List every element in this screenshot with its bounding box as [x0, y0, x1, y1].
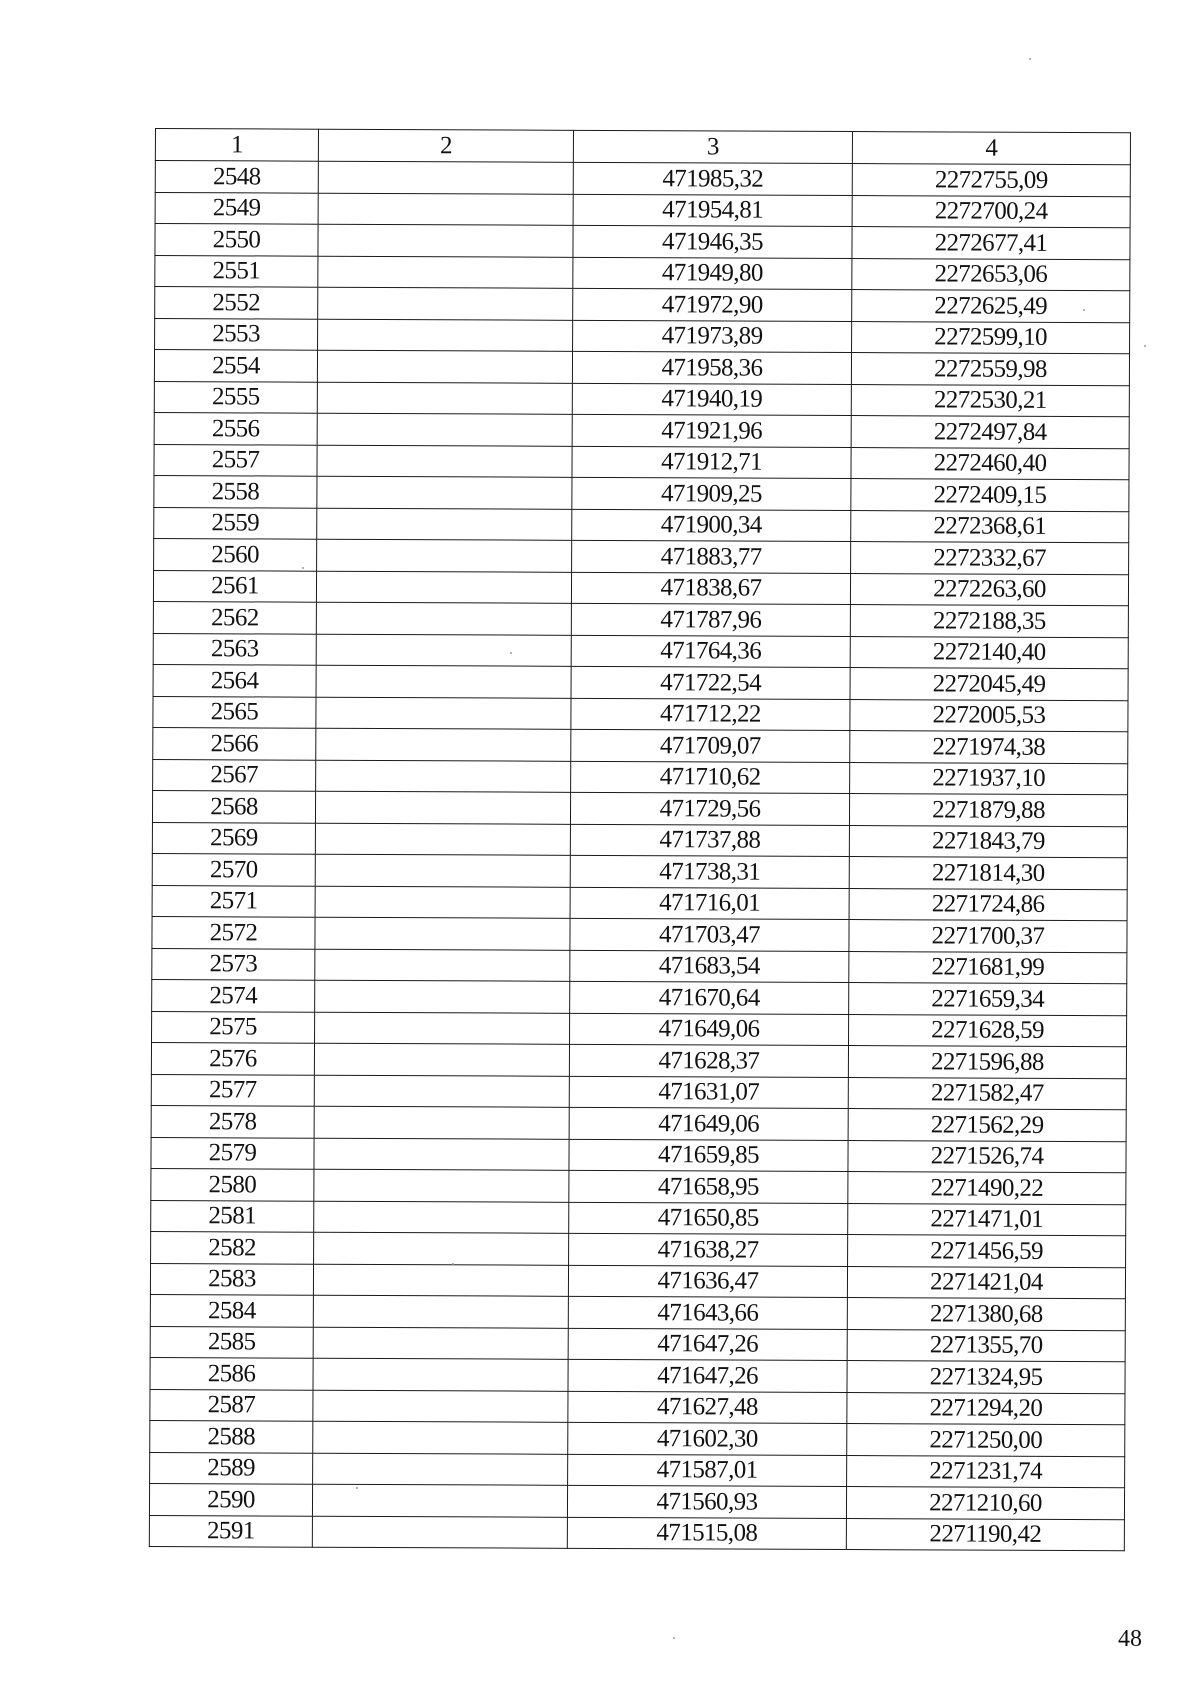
point-number-cell: 2590	[149, 1483, 312, 1515]
column-2-cell	[315, 980, 570, 1013]
column-2-cell	[317, 382, 572, 415]
point-number-cell: 2573	[152, 948, 315, 980]
point-number-cell: 2561	[153, 570, 316, 602]
coordinate-x-cell: 471729,56	[570, 792, 849, 825]
coordinate-x-cell: 471946,35	[573, 225, 852, 258]
coordinate-y-cell: 2271628,59	[849, 1014, 1127, 1047]
column-2-cell	[313, 1453, 568, 1486]
table-row	[151, 1200, 1126, 1236]
table-row	[153, 696, 1128, 732]
coordinate-y-cell: 2271724,86	[849, 888, 1127, 921]
coordinate-x-cell: 471985,32	[573, 162, 852, 195]
coordinate-x-cell: 471940,19	[572, 383, 851, 416]
table-row	[155, 287, 1130, 323]
column-2-cell	[315, 854, 570, 887]
table-row	[149, 1515, 1124, 1551]
column-2-cell	[316, 665, 571, 698]
column-2-cell	[315, 823, 570, 856]
table-row	[152, 1011, 1127, 1047]
coordinate-x-cell: 471649,06	[569, 1107, 848, 1140]
scan-speck	[673, 1637, 675, 1639]
coordinate-x-cell: 471515,08	[567, 1517, 846, 1550]
coordinate-y-cell: 2272700,24	[852, 195, 1130, 228]
column-2-cell	[318, 256, 573, 289]
coordinate-y-cell: 2271324,95	[847, 1361, 1125, 1394]
table-row	[154, 412, 1129, 448]
table-row	[152, 790, 1127, 826]
coordinate-x-cell: 471958,36	[572, 351, 851, 384]
table-row	[154, 444, 1129, 480]
table-row	[152, 948, 1127, 984]
coordinate-y-cell: 2271582,47	[848, 1077, 1126, 1110]
coordinate-y-cell: 2272005,53	[850, 699, 1128, 732]
column-2-cell	[314, 1169, 569, 1202]
column-2-cell	[317, 350, 572, 383]
table-row	[155, 318, 1130, 354]
coordinate-x-cell: 471587,01	[568, 1454, 847, 1487]
coordinate-x-cell: 471643,66	[568, 1296, 847, 1329]
column-2-cell	[316, 602, 571, 635]
coordinate-x-cell: 471909,25	[572, 477, 851, 510]
table-row	[150, 1389, 1125, 1425]
column-2-cell	[314, 1232, 569, 1265]
column-2-cell	[318, 224, 573, 257]
column-2-cell	[316, 571, 571, 604]
coordinate-y-cell: 2271456,59	[848, 1235, 1126, 1268]
column-header-3: 3	[573, 130, 852, 163]
coordinate-y-cell: 2271659,34	[849, 983, 1127, 1016]
column-2-cell	[318, 319, 573, 352]
point-number-cell: 2562	[153, 601, 316, 633]
column-2-cell	[314, 1106, 569, 1139]
table-row	[153, 727, 1128, 763]
point-number-cell: 2555	[154, 381, 317, 413]
point-number-cell: 2577	[151, 1074, 314, 1106]
point-number-cell: 2576	[151, 1042, 314, 1074]
coordinate-y-cell: 2272755,09	[852, 164, 1130, 197]
coordinate-y-cell: 2271681,99	[849, 951, 1127, 984]
scan-speck	[1144, 345, 1146, 347]
table-row	[151, 1231, 1126, 1267]
point-number-cell: 2586	[150, 1357, 313, 1389]
header-row	[155, 129, 1130, 165]
table-row	[152, 979, 1127, 1015]
column-2-cell	[313, 1295, 568, 1328]
table-row	[154, 381, 1129, 417]
coordinate-y-cell: 2272263,60	[850, 573, 1128, 606]
scan-speck	[302, 567, 304, 569]
column-2-cell	[313, 1264, 568, 1297]
coordinate-x-cell: 471921,96	[572, 414, 851, 447]
column-2-cell	[317, 413, 572, 446]
column-2-cell	[313, 1327, 568, 1360]
point-number-cell: 2572	[152, 916, 315, 948]
table-body	[149, 161, 1130, 1551]
coordinate-x-cell: 471670,64	[570, 981, 849, 1014]
point-number-cell: 2549	[155, 192, 318, 224]
point-number-cell: 2552	[155, 287, 318, 319]
table-row	[150, 1294, 1125, 1330]
point-number-cell: 2583	[150, 1263, 313, 1295]
point-number-cell: 2585	[150, 1326, 313, 1358]
coordinate-y-cell: 2272045,49	[850, 668, 1128, 701]
coordinate-x-cell: 471722,54	[571, 666, 850, 699]
column-2-cell	[315, 917, 570, 950]
table-row	[150, 1357, 1125, 1393]
column-header-1: 1	[155, 129, 318, 162]
coordinate-x-cell: 471638,27	[569, 1233, 848, 1266]
scan-speck	[510, 652, 512, 654]
point-number-cell: 2574	[152, 979, 315, 1011]
column-2-cell	[317, 539, 572, 572]
coordinate-x-cell: 471716,01	[570, 887, 849, 920]
table-row	[154, 350, 1129, 386]
coordinate-y-cell: 2271700,37	[849, 920, 1127, 953]
column-2-cell	[317, 445, 572, 478]
point-number-cell: 2569	[152, 822, 315, 854]
point-number-cell: 2571	[152, 885, 315, 917]
coordinate-y-cell: 2272460,40	[851, 447, 1129, 480]
column-2-cell	[313, 1358, 568, 1391]
point-number-cell: 2566	[153, 727, 316, 759]
coordinate-y-cell: 2272677,41	[852, 227, 1130, 260]
coordinate-x-cell: 471649,06	[570, 1013, 849, 1046]
point-number-cell: 2581	[151, 1200, 314, 1232]
column-2-cell	[317, 476, 572, 509]
coordinate-x-cell: 471737,88	[570, 824, 849, 857]
coordinate-x-cell: 471636,47	[568, 1265, 847, 1298]
coordinate-x-cell: 471972,90	[573, 288, 852, 321]
coordinate-x-cell: 471683,54	[570, 950, 849, 983]
column-2-cell	[316, 697, 571, 730]
coordinate-x-cell: 471627,48	[568, 1391, 847, 1424]
coordinate-x-cell: 471883,77	[572, 540, 851, 573]
coordinate-y-cell: 2272140,40	[850, 636, 1128, 669]
table-row	[152, 885, 1127, 921]
table-row	[155, 192, 1130, 228]
column-header-2: 2	[318, 129, 573, 162]
table-row	[154, 538, 1129, 574]
coordinate-x-cell: 471973,89	[573, 320, 852, 353]
column-2-cell	[317, 508, 572, 541]
point-number-cell: 2591	[149, 1515, 312, 1547]
coordinate-x-cell: 471838,67	[571, 572, 850, 605]
table-row	[151, 1074, 1126, 1110]
coordinate-y-cell: 2271562,29	[848, 1109, 1126, 1142]
point-number-cell: 2589	[150, 1452, 313, 1484]
scan-speck	[452, 1263, 454, 1265]
table-row	[151, 1168, 1126, 1204]
point-number-cell: 2560	[154, 538, 317, 570]
point-number-cell: 2553	[155, 318, 318, 350]
coordinate-x-cell: 471709,07	[571, 729, 850, 762]
coordinate-x-cell: 471954,81	[573, 194, 852, 227]
point-number-cell: 2567	[153, 759, 316, 791]
table-row	[150, 1452, 1125, 1488]
table-row	[150, 1263, 1125, 1299]
scan-speck	[356, 1487, 358, 1489]
coordinate-y-cell: 2271843,79	[849, 825, 1127, 858]
coordinate-y-cell: 2271490,22	[848, 1172, 1126, 1205]
coordinate-y-cell: 2272188,35	[850, 605, 1128, 638]
coordinate-x-cell: 471912,71	[572, 446, 851, 479]
coordinate-y-cell: 2271814,30	[849, 857, 1127, 890]
point-number-cell: 2558	[154, 475, 317, 507]
coordinate-x-cell: 471710,62	[571, 761, 850, 794]
point-number-cell: 2554	[154, 350, 317, 382]
coordinate-x-cell: 471712,22	[571, 698, 850, 731]
table-row	[151, 1137, 1126, 1173]
coordinate-x-cell: 471560,93	[567, 1485, 846, 1518]
point-number-cell: 2579	[151, 1137, 314, 1169]
table-row	[152, 822, 1127, 858]
column-2-cell	[313, 1390, 568, 1423]
column-2-cell	[316, 760, 571, 793]
table-row	[151, 1105, 1126, 1141]
point-number-cell: 2551	[155, 255, 318, 287]
table-row	[155, 255, 1130, 291]
column-2-cell	[314, 1075, 569, 1108]
point-number-cell: 2587	[150, 1389, 313, 1421]
coordinate-x-cell: 471647,26	[568, 1359, 847, 1392]
point-number-cell: 2563	[153, 633, 316, 665]
point-number-cell: 2578	[151, 1105, 314, 1137]
coordinate-y-cell: 2272625,49	[852, 290, 1130, 323]
point-number-cell: 2548	[155, 161, 318, 193]
column-2-cell	[315, 886, 570, 919]
coordinate-y-cell: 2271250,00	[847, 1424, 1125, 1457]
coordinate-y-cell: 2272409,15	[851, 479, 1129, 512]
column-2-cell	[315, 949, 570, 982]
coordinate-y-cell: 2271471,01	[848, 1203, 1126, 1236]
point-number-cell: 2564	[153, 664, 316, 696]
table-row	[151, 1042, 1126, 1078]
column-2-cell	[314, 1201, 569, 1234]
scan-speck	[1029, 58, 1031, 60]
coordinate-y-cell: 2271937,10	[850, 762, 1128, 795]
column-2-cell	[316, 634, 571, 667]
point-number-cell: 2580	[151, 1168, 314, 1200]
column-2-cell	[318, 161, 573, 194]
coordinate-y-cell: 2271596,88	[848, 1046, 1126, 1079]
point-number-cell: 2584	[150, 1294, 313, 1326]
coordinate-x-cell: 471631,07	[569, 1076, 848, 1109]
table-row	[152, 853, 1127, 889]
column-2-cell	[313, 1421, 568, 1454]
coordinate-x-cell: 471658,95	[569, 1170, 848, 1203]
table-row	[154, 507, 1129, 543]
coordinate-x-cell: 471628,37	[569, 1044, 848, 1077]
table-row	[149, 1483, 1124, 1519]
coordinate-y-cell: 2271974,38	[850, 731, 1128, 764]
coordinate-x-cell: 471787,96	[571, 603, 850, 636]
coordinate-x-cell: 471602,30	[568, 1422, 847, 1455]
coordinate-y-cell: 2272497,84	[851, 416, 1129, 449]
table-row	[152, 916, 1127, 952]
table-row	[153, 601, 1128, 637]
coordinate-y-cell: 2271879,88	[849, 794, 1127, 827]
coordinate-y-cell: 2271190,42	[846, 1518, 1124, 1551]
table-row	[153, 633, 1128, 669]
point-number-cell: 2559	[154, 507, 317, 539]
coordinate-y-cell: 2272332,67	[851, 542, 1129, 575]
table-row	[150, 1326, 1125, 1362]
table-row	[155, 224, 1130, 260]
coordinate-x-cell: 471647,26	[568, 1328, 847, 1361]
coordinate-y-cell: 2271380,68	[847, 1298, 1125, 1331]
table-row	[155, 161, 1130, 197]
scan-speck	[1083, 309, 1085, 311]
coordinate-y-cell: 2271231,74	[847, 1455, 1125, 1488]
coordinate-y-cell: 2272530,21	[851, 384, 1129, 417]
column-2-cell	[314, 1043, 569, 1076]
table-row	[150, 1420, 1125, 1456]
coordinate-x-cell: 471900,34	[572, 509, 851, 542]
coordinate-x-cell: 471949,80	[573, 257, 852, 290]
column-2-cell	[314, 1138, 569, 1171]
point-number-cell: 2582	[151, 1231, 314, 1263]
coordinate-x-cell: 471764,36	[571, 635, 850, 668]
page-number: 48	[1118, 1626, 1142, 1652]
coordinate-y-cell: 2271526,74	[848, 1140, 1126, 1173]
column-2-cell	[312, 1484, 567, 1517]
column-2-cell	[315, 1012, 570, 1045]
coordinate-y-cell: 2271355,70	[847, 1329, 1125, 1362]
coordinate-y-cell: 2272599,10	[852, 321, 1130, 354]
coordinate-y-cell: 2271210,60	[846, 1487, 1124, 1520]
point-number-cell: 2550	[155, 224, 318, 256]
column-header-4: 4	[852, 132, 1130, 165]
coordinate-y-cell: 2271421,04	[847, 1266, 1125, 1299]
coordinate-y-cell: 2272653,06	[852, 258, 1130, 291]
column-2-cell	[318, 287, 573, 320]
table-row	[153, 570, 1128, 606]
point-number-cell: 2575	[152, 1011, 315, 1043]
column-2-cell	[316, 728, 571, 761]
coordinate-x-cell: 471650,85	[569, 1202, 848, 1235]
column-2-cell	[315, 791, 570, 824]
coordinates-table	[149, 128, 1131, 1551]
coordinate-y-cell: 2272368,61	[851, 510, 1129, 543]
point-number-cell: 2570	[152, 853, 315, 885]
point-number-cell: 2556	[154, 412, 317, 444]
coordinate-x-cell: 471659,85	[569, 1139, 848, 1172]
coordinate-y-cell: 2272559,98	[851, 353, 1129, 386]
coordinate-x-cell: 471738,31	[570, 855, 849, 888]
table-row	[153, 759, 1128, 795]
table-row	[153, 664, 1128, 700]
point-number-cell: 2588	[150, 1420, 313, 1452]
coordinate-x-cell: 471703,47	[570, 918, 849, 951]
column-2-cell	[318, 193, 573, 226]
column-2-cell	[312, 1516, 567, 1549]
coordinate-y-cell: 2271294,20	[847, 1392, 1125, 1425]
point-number-cell: 2557	[154, 444, 317, 476]
table-row	[154, 475, 1129, 511]
point-number-cell: 2568	[152, 790, 315, 822]
table-header	[155, 129, 1130, 165]
point-number-cell: 2565	[153, 696, 316, 728]
